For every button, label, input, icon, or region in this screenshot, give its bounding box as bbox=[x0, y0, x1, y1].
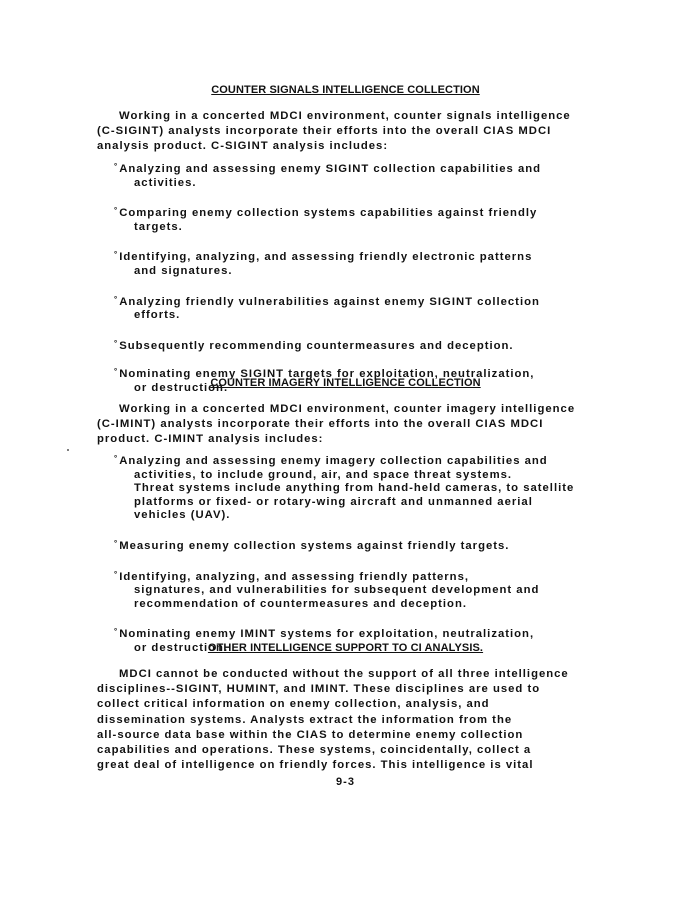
list-item-text: or destruction. bbox=[134, 641, 229, 654]
c-imint-intro bbox=[97, 402, 575, 448]
list-item-text: Analyzing and assessing enemy SIGINT collection capabilities and bbox=[119, 163, 542, 175]
paragraph-line: Working in a concerted MDCI environment, counter signals intelligence bbox=[119, 110, 571, 122]
list-item-text: activities. bbox=[134, 176, 197, 189]
paragraph-line: dissemination systems. Analysts extract the information from the bbox=[97, 713, 513, 726]
paragraph-line: collect critical information on enemy collection, analysis, and bbox=[97, 698, 490, 711]
paragraph-line: great deal of intelligence on friendly forces. This intelligence is vital bbox=[97, 759, 534, 772]
scan-speck bbox=[67, 449, 69, 451]
page-number: 9-3 bbox=[336, 776, 355, 788]
c-imint-bullet-list bbox=[0, 452, 574, 656]
degree-bullet-icon: ° bbox=[114, 627, 118, 637]
paragraph-line: product. C-IMINT analysis includes: bbox=[97, 433, 324, 446]
list-item-text: Identifying, analyzing, and assessing friendly electronic patterns bbox=[119, 251, 533, 264]
paragraph-line: analysis product. C-SIGINT analysis includes: bbox=[97, 140, 389, 153]
list-item-text: Subsequently recommending countermeasures and deception. bbox=[119, 339, 514, 352]
section-heading-c-imint: COUNTER IMAGERY INTELLIGENCE COLLECTION bbox=[210, 377, 481, 389]
list-item-text: platforms or fixed- or rotary-wing aircraft and unmanned aerial bbox=[134, 495, 533, 508]
list-item bbox=[0, 452, 574, 523]
list-item-text: Comparing enemy collection systems capabilities against friendly bbox=[119, 207, 538, 220]
list-item-text: activities, to include ground, air, and space threat systems. bbox=[134, 468, 513, 481]
degree-bullet-icon: ° bbox=[114, 250, 118, 260]
degree-bullet-icon: ° bbox=[114, 162, 118, 171]
other-support-paragraph bbox=[97, 667, 569, 773]
degree-bullet-icon: ° bbox=[114, 206, 118, 216]
list-item-text: Analyzing and assessing enemy imagery collection capabilities and bbox=[119, 455, 548, 467]
list-item-text: Analyzing friendly vulnerabilities against enemy SIGINT collection bbox=[119, 295, 540, 308]
list-item-text: Measuring enemy collection systems against friendly targets. bbox=[119, 539, 510, 552]
c-sigint-intro bbox=[97, 109, 571, 155]
list-item bbox=[0, 204, 541, 234]
list-item-text: or destruction. bbox=[134, 381, 229, 394]
degree-bullet-icon: ° bbox=[114, 454, 118, 463]
degree-bullet-icon: ° bbox=[114, 294, 118, 304]
list-item bbox=[0, 248, 541, 278]
section-heading-c-sigint: COUNTER SIGNALS INTELLIGENCE COLLECTION bbox=[211, 84, 480, 96]
paragraph-line: MDCI cannot be conducted without the support of all three intelligence bbox=[119, 668, 569, 680]
paragraph-line: (C-SIGINT) analysts incorporate their efforts into the overall CIAS MDCI bbox=[97, 125, 552, 138]
list-item-text: targets. bbox=[134, 220, 183, 233]
section-heading-other-support: OTHER INTELLIGENCE SUPPORT TO CI ANALYSIS. bbox=[207, 642, 484, 654]
list-item bbox=[0, 337, 541, 354]
paragraph-line: Working in a concerted MDCI environment, counter imagery intelligence bbox=[119, 403, 576, 415]
degree-bullet-icon: ° bbox=[114, 569, 118, 579]
list-item bbox=[0, 160, 541, 190]
list-item-text: Nominating enemy IMINT systems for exploitation, neutralization, bbox=[119, 628, 535, 641]
list-item bbox=[0, 293, 541, 323]
list-item-text: Identifying, analyzing, and assessing friendly patterns, bbox=[119, 570, 469, 583]
list-item-text: Threat systems include anything from hand-held cameras, to satellite bbox=[134, 482, 575, 495]
list-item-text: Nominating enemy SIGINT targets for exploitation, neutralization, bbox=[119, 368, 535, 381]
degree-bullet-icon: ° bbox=[114, 338, 118, 348]
list-item bbox=[0, 568, 574, 612]
paragraph-line: all-source data base within the CIAS to determine enemy collection bbox=[97, 728, 524, 741]
list-item bbox=[0, 537, 574, 554]
list-item-text: recommendation of countermeasures and deception. bbox=[134, 597, 467, 610]
paragraph-line: (C-IMINT) analysts incorporate their efforts into the overall CIAS MDCI bbox=[97, 418, 544, 431]
degree-bullet-icon: ° bbox=[114, 367, 118, 377]
paragraph-line: capabilities and operations. These systems, coincidentally, collect a bbox=[97, 744, 532, 757]
list-item-text: and signatures. bbox=[134, 264, 233, 277]
c-sigint-bullet-list bbox=[0, 160, 541, 396]
list-item-text: vehicles (UAV). bbox=[134, 509, 231, 522]
list-item-text: signatures, and vulnerabilities for subsequent development and bbox=[134, 584, 540, 597]
paragraph-line: disciplines--SIGINT, HUMINT, and IMINT. These disciplines are used to bbox=[97, 683, 541, 696]
degree-bullet-icon: ° bbox=[114, 538, 118, 548]
list-item-text: efforts. bbox=[134, 309, 181, 322]
